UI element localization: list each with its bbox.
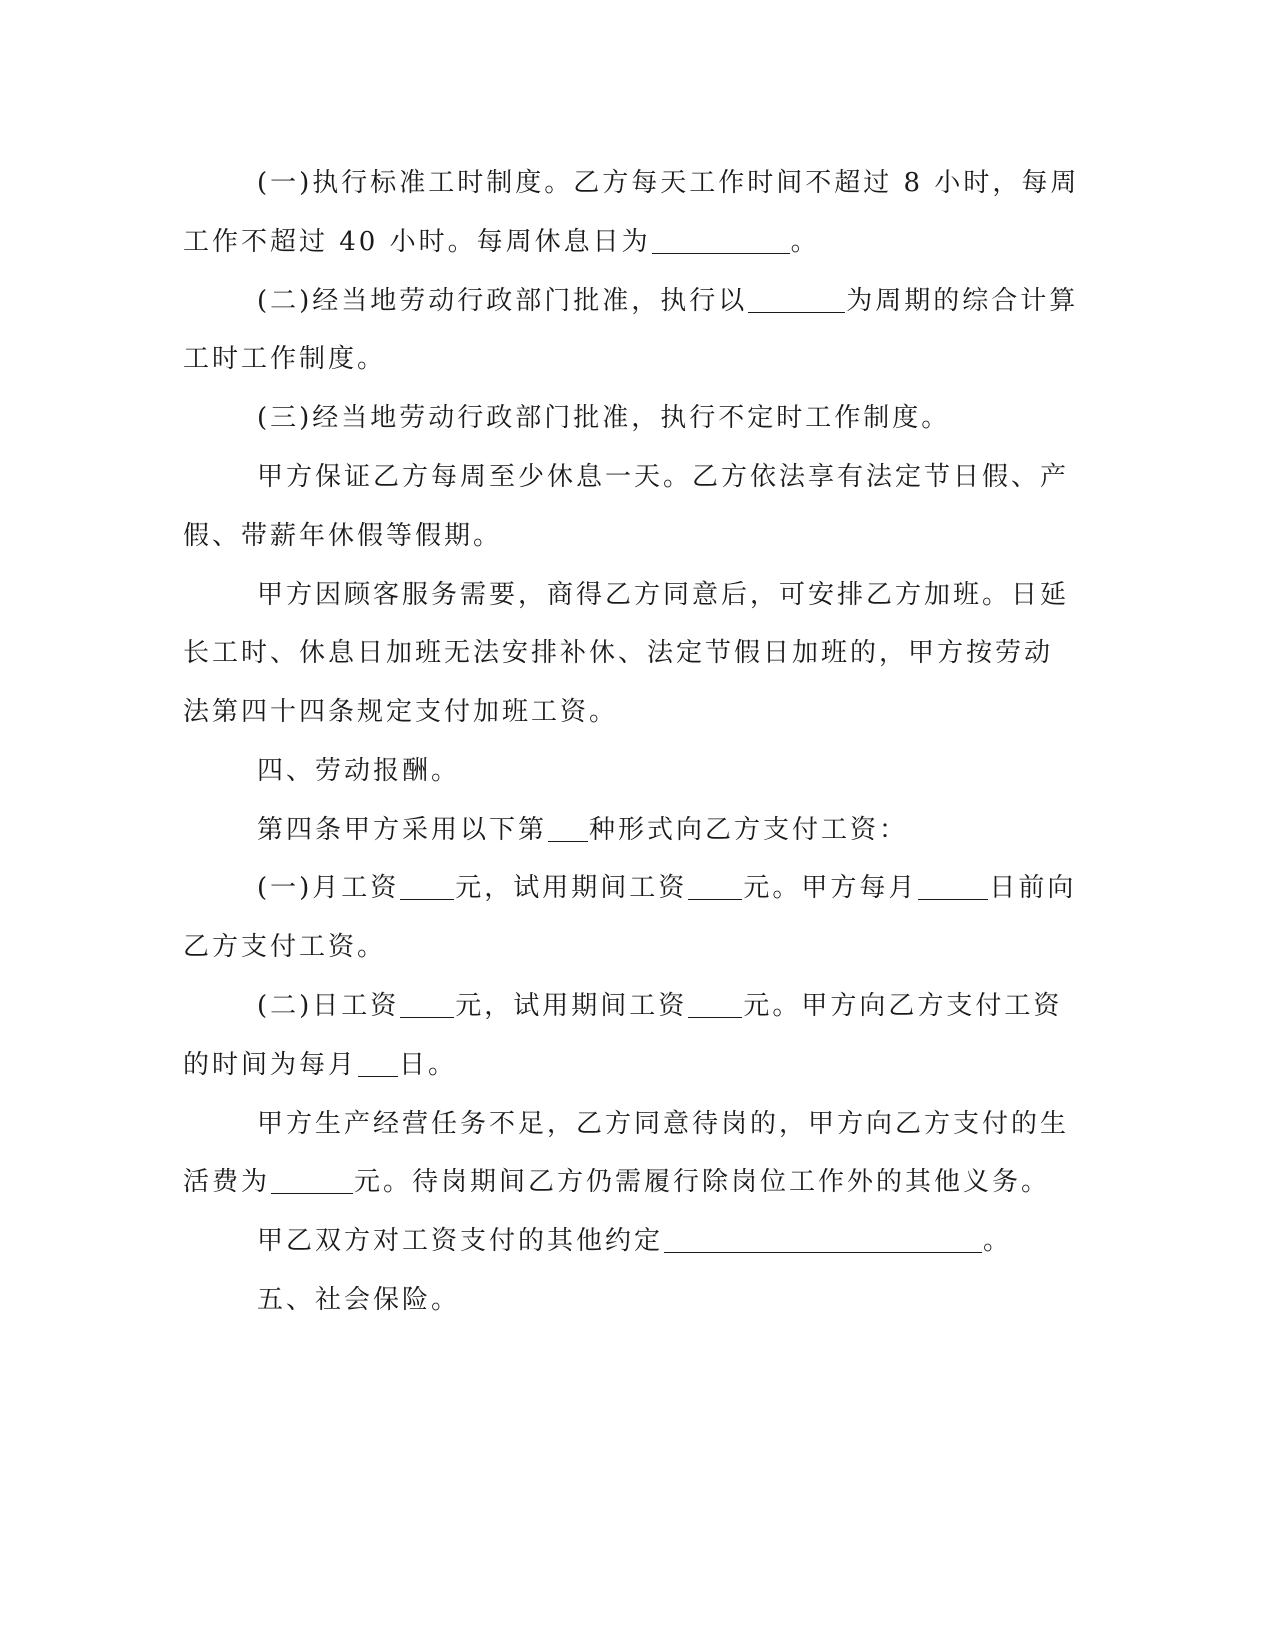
fill-in-blank[interactable]: [548, 813, 588, 842]
fill-in-blank[interactable]: [918, 871, 988, 900]
text-segment: 四、劳动报酬。: [257, 756, 461, 786]
paragraph-overtime: [257, 575, 1069, 615]
text-segment: 甲方保证乙方每周至少休息一天。乙方依法享有法定节日假、产: [257, 462, 1070, 492]
fill-in-blank[interactable]: [400, 989, 454, 1018]
section-heading-remuneration: [257, 751, 460, 791]
text-segment: 的时间为每月: [183, 1050, 358, 1080]
paragraph-other-agreements: [257, 1221, 1012, 1261]
text-segment: (二)经当地劳动行政部门批准，执行以: [257, 286, 748, 316]
text-segment: 工作不超过 40 小时。每周休息日为: [183, 227, 651, 257]
text-segment: 第四条甲方采用以下第: [257, 815, 548, 845]
text-segment: 日。: [399, 1050, 458, 1080]
text-segment: 活费为: [183, 1167, 271, 1197]
text-segment: 元。甲方向乙方支付工资: [743, 991, 1063, 1021]
text-segment: 日前向: [989, 873, 1077, 903]
clause-daily-wage: [257, 986, 1062, 1026]
text-segment: 元，试用期间工资: [455, 991, 688, 1021]
text-segment: 甲方因顾客服务需要，商得乙方同意后，可安排乙方加班。日延: [257, 580, 1070, 610]
clause-standard-hours: [257, 163, 1079, 203]
paragraph-standby-cont: [183, 1162, 1050, 1202]
clause-comprehensive-hours-cont: [183, 339, 386, 379]
text-segment: (三)经当地劳动行政部门批准，执行不定时工作制度。: [257, 403, 951, 433]
section-heading-social-insurance: [257, 1280, 460, 1320]
text-segment: 五、社会保险。: [257, 1285, 461, 1315]
text-segment: (一)执行标准工时制度。乙方每天工作时间不超过 8 小时，每周: [257, 168, 1080, 198]
fill-in-blank[interactable]: [688, 871, 742, 900]
fill-in-blank[interactable]: [652, 225, 790, 254]
fill-in-blank[interactable]: [358, 1048, 398, 1077]
text-segment: 甲方生产经营任务不足，乙方同意待岗的，甲方向乙方支付的生: [257, 1109, 1070, 1139]
text-segment: 假、带薪年休假等假期。: [183, 521, 503, 551]
fill-in-blank[interactable]: [688, 989, 742, 1018]
text-segment: 乙方支付工资。: [183, 932, 387, 962]
text-segment: 元，试用期间工资: [455, 873, 688, 903]
fill-in-blank[interactable]: [271, 1165, 353, 1194]
fill-in-blank[interactable]: [400, 871, 454, 900]
text-segment: 。: [983, 1226, 1013, 1256]
paragraph-overtime-cont: [183, 692, 618, 732]
paragraph-overtime-cont: [183, 633, 1053, 673]
paragraph-standby: [257, 1104, 1069, 1144]
text-segment: 元。甲方每月: [743, 873, 918, 903]
paragraph-rest-days-cont: [183, 516, 502, 556]
text-segment: 种形式向乙方支付工资：: [589, 815, 909, 845]
clause-flexible-hours: [257, 398, 950, 438]
clause-standard-hours-cont: [183, 222, 820, 262]
fill-in-blank[interactable]: [664, 1224, 982, 1253]
paragraph-rest-days: [257, 457, 1069, 497]
text-segment: 元。待岗期间乙方仍需履行除岗位工作外的其他义务。: [354, 1167, 1051, 1197]
text-segment: 甲乙双方对工资支付的其他约定: [257, 1226, 664, 1256]
text-segment: 。: [790, 227, 820, 257]
text-segment: (一)月工资: [257, 873, 400, 903]
clause-daily-wage-cont: [183, 1045, 457, 1085]
text-segment: 法第四十四条规定支付加班工资。: [183, 697, 619, 727]
text-segment: (二)日工资: [257, 991, 400, 1021]
clause-comprehensive-hours: [257, 281, 1078, 321]
text-segment: 为周期的综合计算: [846, 286, 1079, 316]
article-four: [257, 810, 908, 850]
fill-in-blank[interactable]: [748, 284, 845, 313]
clause-monthly-wage-cont: [183, 927, 386, 967]
text-segment: 工时工作制度。: [183, 344, 387, 374]
clause-monthly-wage: [257, 868, 1076, 908]
text-segment: 长工时、休息日加班无法安排补休、法定节假日加班的，甲方按劳动: [183, 638, 1054, 668]
